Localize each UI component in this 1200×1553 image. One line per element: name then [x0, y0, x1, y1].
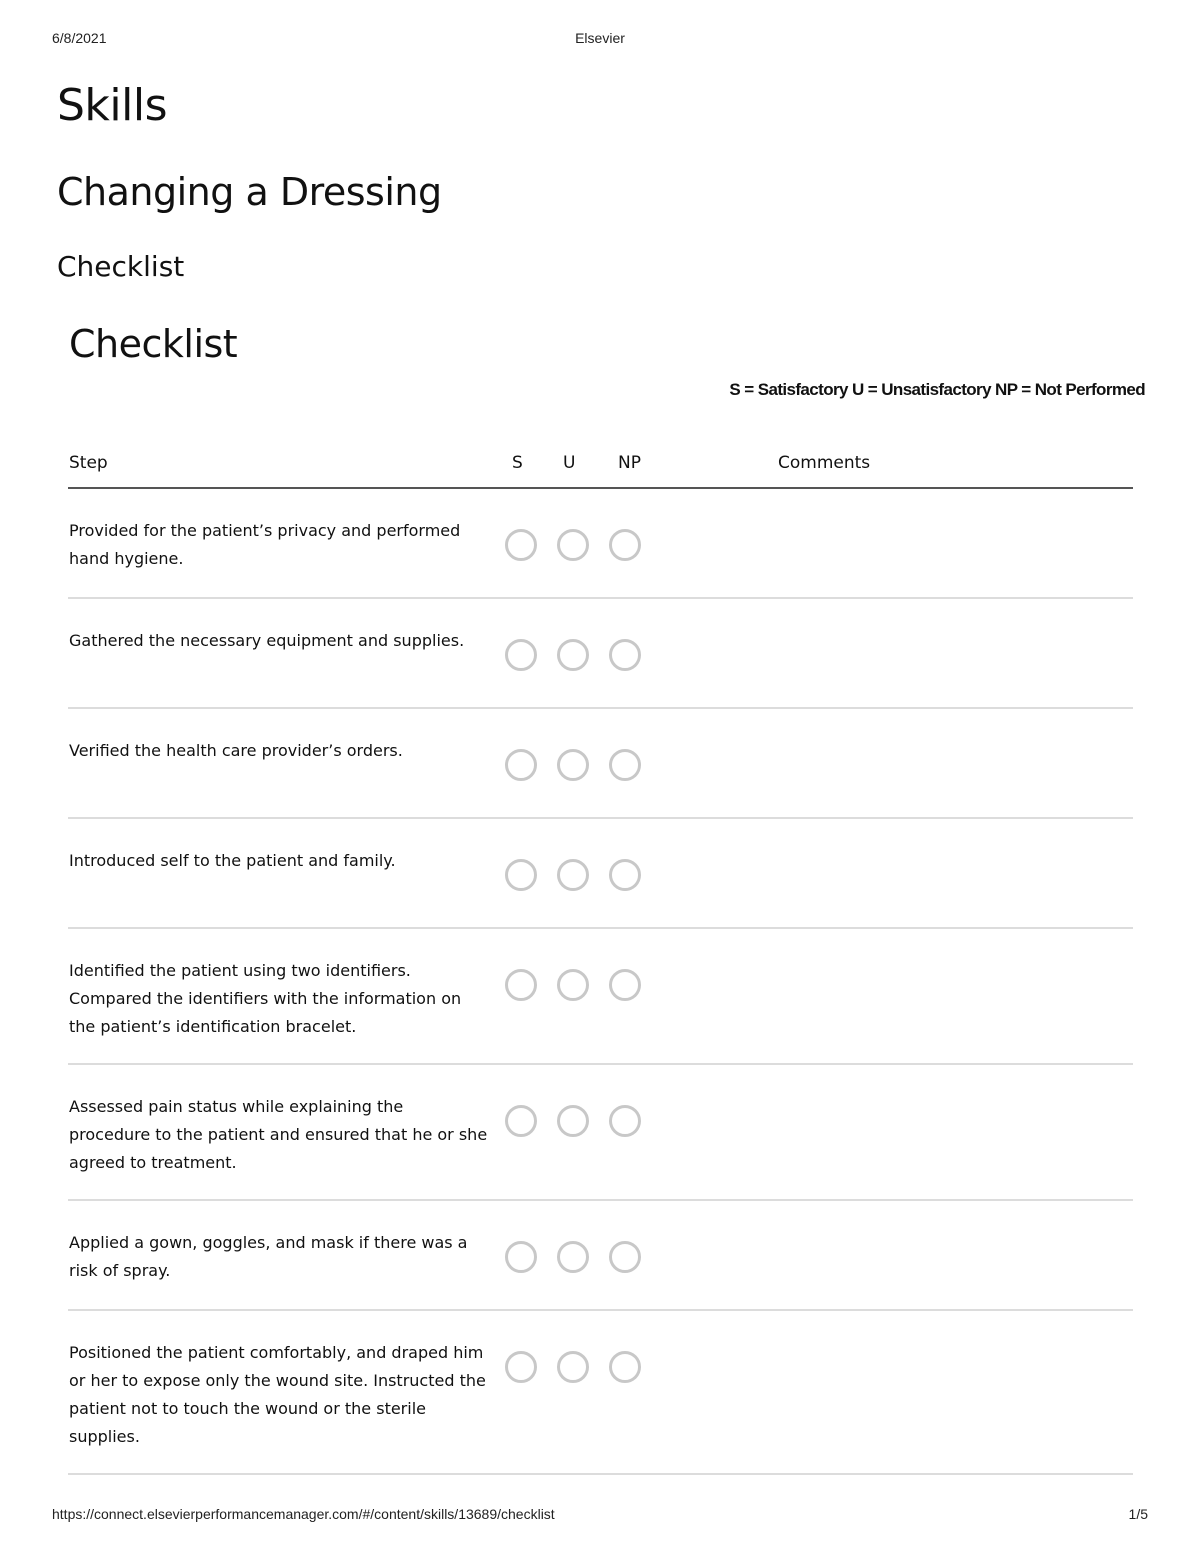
table-row: [68, 1201, 1133, 1311]
step-text: Introduced self to the patient and family.: [69, 851, 396, 870]
step-text: Provided for the patient’s privacy and performed hand hygiene.: [69, 521, 461, 568]
step-text: Applied a gown, goggles, and mask if there was a risk of spray.: [69, 1233, 468, 1280]
not-performed-radio[interactable]: [609, 1241, 641, 1273]
step-text: Positioned the patient comfortably, and draped him or her to expose only the wound site. Instructed the patient not to touch the wound or the sterile supplies.: [69, 1343, 486, 1446]
comments-field[interactable]: [768, 1095, 1128, 1135]
header-step: Step: [69, 453, 108, 473]
comments-field[interactable]: [768, 1341, 1128, 1381]
satisfactory-radio[interactable]: [505, 529, 537, 561]
comments-field[interactable]: [768, 739, 1128, 779]
page-title: Skills: [57, 80, 168, 131]
unsatisfactory-radio[interactable]: [557, 1241, 589, 1273]
print-footer: [52, 1506, 1148, 1522]
unsatisfactory-radio[interactable]: [557, 969, 589, 1001]
step-text: Verified the health care provider’s orders.: [69, 741, 403, 760]
step-text: Identified the patient using two identifiers. Compared the identifiers with the information on the patient’s identification bracelet.: [69, 961, 462, 1036]
not-performed-radio[interactable]: [609, 1105, 641, 1137]
not-performed-radio[interactable]: [609, 859, 641, 891]
comments-field[interactable]: [768, 629, 1128, 669]
page-url: https://connect.elsevierperformancemanager.com/#/content/skills/13689/checklist: [52, 1506, 555, 1522]
satisfactory-radio[interactable]: [505, 639, 537, 671]
step-text: Assessed pain status while explaining the procedure to the patient and ensured that he or she agreed to treatment.: [69, 1097, 488, 1172]
table-row: [68, 929, 1133, 1065]
unsatisfactory-radio[interactable]: [557, 529, 589, 561]
satisfactory-radio[interactable]: [505, 1351, 537, 1383]
comments-field[interactable]: [768, 519, 1128, 559]
page-number: 1/5: [1128, 1506, 1148, 1522]
checklist-subtitle: Checklist: [57, 250, 185, 283]
satisfactory-radio[interactable]: [505, 1241, 537, 1273]
table-row: [68, 709, 1133, 819]
satisfactory-radio[interactable]: [505, 859, 537, 891]
unsatisfactory-radio[interactable]: [557, 639, 589, 671]
table-row: [68, 1065, 1133, 1201]
print-date: 6/8/2021: [52, 30, 107, 46]
table-header: [68, 445, 1133, 489]
not-performed-radio[interactable]: [609, 1351, 641, 1383]
not-performed-radio[interactable]: [609, 749, 641, 781]
comments-field[interactable]: [768, 1231, 1128, 1271]
step-text: Gathered the necessary equipment and supplies.: [69, 631, 465, 650]
table-row: [68, 819, 1133, 929]
unsatisfactory-radio[interactable]: [557, 749, 589, 781]
satisfactory-radio[interactable]: [505, 749, 537, 781]
header-comments: Comments: [778, 453, 871, 473]
rating-legend: S = Satisfactory U = Unsatisfactory NP = Not Performed: [729, 380, 1145, 399]
header-unsatisfactory: U: [563, 453, 576, 473]
not-performed-radio[interactable]: [609, 639, 641, 671]
print-header: [52, 30, 1148, 46]
unsatisfactory-radio[interactable]: [557, 859, 589, 891]
header-satisfactory: S: [512, 453, 523, 473]
header-not-performed: NP: [618, 453, 641, 473]
table-row: [68, 599, 1133, 709]
table-row: [68, 489, 1133, 599]
checklist-table: [68, 445, 1133, 1475]
comments-field[interactable]: [768, 959, 1128, 999]
not-performed-radio[interactable]: [609, 969, 641, 1001]
unsatisfactory-radio[interactable]: [557, 1351, 589, 1383]
print-site-name: Elsevier: [575, 30, 625, 46]
satisfactory-radio[interactable]: [505, 969, 537, 1001]
unsatisfactory-radio[interactable]: [557, 1105, 589, 1137]
not-performed-radio[interactable]: [609, 529, 641, 561]
checklist-section-title: Checklist: [69, 322, 238, 366]
table-row: [68, 1311, 1133, 1475]
satisfactory-radio[interactable]: [505, 1105, 537, 1137]
procedure-title: Changing a Dressing: [57, 170, 442, 214]
comments-field[interactable]: [768, 849, 1128, 889]
